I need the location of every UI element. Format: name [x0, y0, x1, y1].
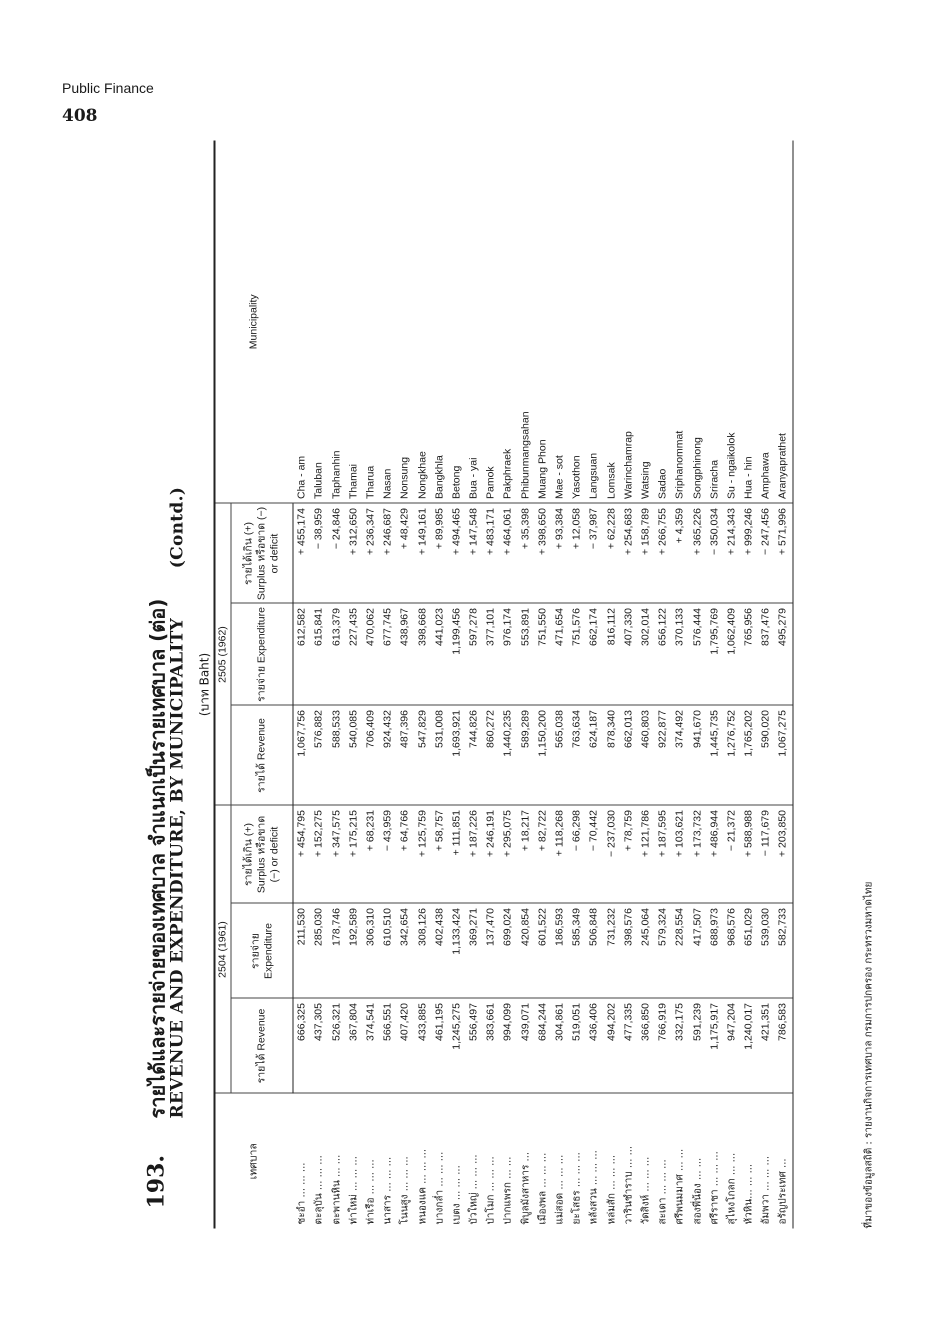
cell-revenue-1961: 1,175,917 — [706, 999, 723, 1094]
cell-surplus-1961: + 246,191 — [483, 806, 500, 904]
cell-municipality-thai: ท่าใหม่ ... ... ... — [348, 1156, 360, 1225]
col-header-municipality-en: Municipality — [215, 141, 294, 504]
cell-revenue-1962: 547,829 — [414, 706, 431, 806]
cell-expenditure-1961: 539,030 — [758, 904, 775, 999]
cell-expenditure-1961: 228,554 — [672, 904, 689, 999]
cell-municipality-thai: เมืองพล ... ... ... — [537, 1152, 549, 1225]
cell-municipality-thai: อัมพวา ... ... ... — [760, 1155, 772, 1225]
cell-expenditure-1962: 227,435 — [345, 604, 362, 706]
cell-expenditure-1962: 1,199,456 — [448, 604, 465, 706]
rotated-table-block — [138, 141, 883, 1229]
cell-expenditure-1962: 495,279 — [775, 604, 793, 706]
cell-municipality-english: Warinchamrap — [620, 141, 637, 504]
cell-revenue-1962: 1,276,752 — [723, 706, 740, 806]
cell-expenditure-1961: 342,654 — [397, 904, 414, 999]
cell-revenue-1961: 421,351 — [758, 999, 775, 1094]
table-row — [328, 141, 345, 1229]
cell-municipality-thai: ยะโสธร ... ... ... — [571, 1152, 583, 1225]
cell-surplus-1962: − 247,456 — [758, 504, 775, 604]
table-row — [534, 141, 551, 1229]
cell-municipality-thai: เบตง ... ... ... — [451, 1165, 463, 1225]
cell-revenue-1961: 332,175 — [672, 999, 689, 1094]
cell-expenditure-1962: 613,379 — [328, 604, 345, 706]
cell-revenue-1962: 922,877 — [655, 706, 672, 806]
cell-expenditure-1961: 192,589 — [345, 904, 362, 999]
running-head: Public Finance — [62, 80, 154, 96]
table-row — [603, 141, 620, 1229]
cell-expenditure-1961: 398,576 — [620, 904, 637, 999]
table-row — [723, 141, 740, 1229]
cell-revenue-1962: 744,826 — [466, 706, 483, 806]
cell-expenditure-1962: 438,967 — [397, 604, 414, 706]
cell-expenditure-1961: 968,576 — [723, 904, 740, 999]
cell-municipality-english: Cha - am — [293, 141, 311, 504]
table-row — [586, 141, 603, 1229]
cell-revenue-1961: 1,240,017 — [741, 999, 758, 1094]
cell-revenue-1961: 436,406 — [586, 999, 603, 1094]
cell-revenue-1961: 994,099 — [500, 999, 517, 1094]
cell-surplus-1962: + 149,161 — [414, 504, 431, 604]
cell-surplus-1962: + 4,359 — [672, 504, 689, 604]
cell-expenditure-1962: 976,174 — [500, 604, 517, 706]
cell-surplus-1961: + 121,786 — [637, 806, 654, 904]
col-header-revenue-1961: รายได้ Revenue — [231, 999, 293, 1094]
cell-expenditure-1962: 470,062 — [362, 604, 379, 706]
cell-municipality-thai: โนนสูง ... ... ... — [399, 1156, 411, 1225]
cell-surplus-1962: + 464,061 — [500, 504, 517, 604]
cell-municipality-english: Sriphanommat — [672, 141, 689, 504]
cell-surplus-1961: + 103,621 — [672, 806, 689, 904]
cell-expenditure-1961: 585,349 — [569, 904, 586, 999]
cell-revenue-1961: 383,661 — [483, 999, 500, 1094]
cell-revenue-1962: 1,067,756 — [293, 706, 311, 806]
table-row — [466, 141, 483, 1229]
cell-surplus-1961: + 64,766 — [397, 806, 414, 904]
cell-expenditure-1962: 302,014 — [637, 604, 654, 706]
cell-expenditure-1961: 610,510 — [380, 904, 397, 999]
cell-expenditure-1962: 751,550 — [534, 604, 551, 706]
table-row — [345, 141, 362, 1229]
cell-revenue-1962: 540,085 — [345, 706, 362, 806]
cell-surplus-1961: + 295,075 — [500, 806, 517, 904]
cell-expenditure-1961: 699,024 — [500, 904, 517, 999]
cell-surplus-1961: + 152,275 — [311, 806, 328, 904]
cell-expenditure-1962: 471,654 — [551, 604, 568, 706]
cell-revenue-1962: 374,492 — [672, 706, 689, 806]
cell-surplus-1962: + 571,996 — [775, 504, 793, 604]
cell-revenue-1962: 860,272 — [483, 706, 500, 806]
cell-revenue-1961: 366,850 — [637, 999, 654, 1094]
cell-municipality-english: Sadao — [655, 141, 672, 504]
cell-expenditure-1961: 688,973 — [706, 904, 723, 999]
cell-surplus-1962: − 350,034 — [706, 504, 723, 604]
cell-municipality-thai: ตะลุบัน ... ... ... — [313, 1155, 325, 1225]
cell-expenditure-1962: 441,023 — [431, 604, 448, 706]
cell-municipality-thai: อรัญประเทศ ... — [775, 1094, 793, 1229]
cell-municipality-thai: พิบูลมังสาหาร ... — [520, 1151, 532, 1225]
table-row — [380, 141, 397, 1229]
cell-expenditure-1962: 1,795,769 — [706, 604, 723, 706]
cell-revenue-1962: 487,396 — [397, 706, 414, 806]
contd-label: (Contd.) — [167, 486, 188, 569]
table-row — [431, 141, 448, 1229]
cell-expenditure-1962: 370,133 — [672, 604, 689, 706]
cell-revenue-1961: 374,541 — [362, 999, 379, 1094]
cell-municipality-english: Aranyaprathet — [775, 141, 793, 504]
cell-revenue-1961: 494,202 — [603, 999, 620, 1094]
cell-municipality-thai: สุไหงโกลก ... ... — [726, 1152, 738, 1225]
table-row — [569, 141, 586, 1229]
cell-revenue-1961: 367,804 — [345, 999, 362, 1094]
cell-municipality-thai: นาสาร ... ... ... — [382, 1156, 394, 1225]
cell-surplus-1961: + 347,575 — [328, 806, 345, 904]
cell-expenditure-1961: 308,126 — [414, 904, 431, 999]
cell-expenditure-1961: 420,854 — [517, 904, 534, 999]
cell-expenditure-1962: 612,582 — [293, 604, 311, 706]
cell-municipality-english: Hua - hin — [741, 141, 758, 504]
cell-surplus-1961: + 486,944 — [706, 806, 723, 904]
cell-surplus-1961: + 118,268 — [551, 806, 568, 904]
cell-municipality-english: Betong — [448, 141, 465, 504]
cell-revenue-1962: 941,670 — [689, 706, 706, 806]
cell-expenditure-1961: 285,030 — [311, 904, 328, 999]
cell-expenditure-1961: 402,438 — [431, 904, 448, 999]
cell-expenditure-1961: 245,064 — [637, 904, 654, 999]
cell-expenditure-1962: 377,101 — [483, 604, 500, 706]
cell-revenue-1961: 519,051 — [569, 999, 586, 1094]
cell-surplus-1962: + 147,548 — [466, 504, 483, 604]
cell-municipality-english: Tharua — [362, 141, 379, 504]
cell-surplus-1962: + 494,465 — [448, 504, 465, 604]
cell-municipality-english: Langsuan — [586, 141, 603, 504]
cell-municipality-english: Pamok — [483, 141, 500, 504]
cell-revenue-1962: 1,445,735 — [706, 706, 723, 806]
cell-municipality-english: Nongkhae — [414, 141, 431, 504]
cell-surplus-1961: + 18,217 — [517, 806, 534, 904]
cell-revenue-1962: 460,803 — [637, 706, 654, 806]
col-header-expenditure-1961: รายจ่าย Expenditure — [231, 904, 293, 999]
cell-revenue-1962: 662,013 — [620, 706, 637, 806]
year-header-2505: 2505 (1962) — [215, 504, 232, 806]
cell-revenue-1961: 439,071 — [517, 999, 534, 1094]
cell-surplus-1962: + 483,171 — [483, 504, 500, 604]
cell-expenditure-1961: 582,733 — [775, 904, 793, 999]
cell-municipality-english: Phibunmangsahan — [517, 141, 534, 504]
col-header-surplus-1962: รายได้เกิน (+) Surplus หรือขาด (−) or deficit — [231, 504, 293, 604]
cell-surplus-1962: + 254,683 — [620, 504, 637, 604]
cell-surplus-1961: − 70,442 — [586, 806, 603, 904]
cell-expenditure-1961: 137,470 — [483, 904, 500, 999]
cell-municipality-thai: วัดสิงห์ ... ... ... — [640, 1156, 652, 1225]
cell-revenue-1961: 304,861 — [551, 999, 568, 1094]
table-row — [672, 141, 689, 1229]
cell-municipality-english: Mae - sot — [551, 141, 568, 504]
cell-municipality-thai: วารินชำราบ ... ... — [623, 1145, 635, 1225]
source-note: ที่มาของข้อมูลสถิติ : รายงานกิจการเทศบาล กรมการปกครอง กระทรวงมหาดไทย — [863, 881, 875, 1229]
cell-surplus-1961: + 82,722 — [534, 806, 551, 904]
col-header-municipality-th: เทศบาล — [215, 1094, 294, 1229]
cell-municipality-english: Bua - yai — [466, 141, 483, 504]
cell-expenditure-1961: 651,029 — [741, 904, 758, 999]
cell-surplus-1962: + 999,246 — [741, 504, 758, 604]
cell-municipality-thai: ท่าเรือ ... ... ... — [365, 1159, 377, 1225]
table-title-english: REVENUE AND EXPENDITURE, BY MUNICIPALITY (Contd.) — [167, 486, 188, 1119]
cell-expenditure-1962: 837,476 — [758, 604, 775, 706]
cell-expenditure-1962: 398,668 — [414, 604, 431, 706]
cell-municipality-english: Nasan — [380, 141, 397, 504]
cell-revenue-1961: 477,335 — [620, 999, 637, 1094]
cell-municipality-thai: ตะพานหิน ... ... — [331, 1154, 343, 1225]
cell-revenue-1962: 624,187 — [586, 706, 603, 806]
cell-surplus-1961: + 125,759 — [414, 806, 431, 904]
cell-municipality-english: Nonsung — [397, 141, 414, 504]
cell-municipality-thai: ป่าโมก ... ... ... — [485, 1156, 497, 1225]
cell-municipality-english: Taphanhin — [328, 141, 345, 504]
cell-surplus-1961: + 78,759 — [620, 806, 637, 904]
table-number: 193. — [143, 1154, 170, 1209]
cell-municipality-english: Yasothon — [569, 141, 586, 504]
cell-revenue-1961: 461,195 — [431, 999, 448, 1094]
cell-revenue-1962: 878,340 — [603, 706, 620, 806]
cell-revenue-1962: 1,440,235 — [500, 706, 517, 806]
cell-surplus-1962: − 38,959 — [311, 504, 328, 604]
cell-municipality-english: Amphawa — [758, 141, 775, 504]
cell-expenditure-1962: 816,112 — [603, 604, 620, 706]
cell-municipality-english: Su - ngaikolok — [723, 141, 740, 504]
cell-expenditure-1962: 576,444 — [689, 604, 706, 706]
cell-municipality-english: Bangkhla — [431, 141, 448, 504]
col-header-revenue-1962: รายได้ Revenue — [231, 706, 293, 806]
cell-surplus-1961: + 187,226 — [466, 806, 483, 904]
cell-expenditure-1962: 407,330 — [620, 604, 637, 706]
cell-municipality-thai: ปากแพรก ... ... — [502, 1156, 514, 1225]
cell-revenue-1962: 706,409 — [362, 706, 379, 806]
cell-expenditure-1961: 731,232 — [603, 904, 620, 999]
cell-municipality-english: Lomsak — [603, 141, 620, 504]
cell-surplus-1962: + 398,650 — [534, 504, 551, 604]
table-row — [448, 141, 465, 1229]
col-header-surplus-1961: รายได้เกิน (+) Surplus หรือขาด (−) or deficit — [231, 806, 293, 904]
cell-municipality-english: Muang Phon — [534, 141, 551, 504]
cell-expenditure-1962: 615,841 — [311, 604, 328, 706]
cell-municipality-thai: สองพี่น้อง ... ... — [692, 1157, 704, 1225]
cell-surplus-1962: + 62,228 — [603, 504, 620, 604]
cell-expenditure-1962: 677,745 — [380, 604, 397, 706]
cell-surplus-1962: + 236,347 — [362, 504, 379, 604]
cell-revenue-1961: 666,325 — [293, 999, 311, 1094]
cell-revenue-1962: 589,289 — [517, 706, 534, 806]
cell-revenue-1962: 588,533 — [328, 706, 345, 806]
table-row — [311, 141, 328, 1229]
cell-surplus-1961: + 203,850 — [775, 806, 793, 904]
cell-surplus-1962: + 246,687 — [380, 504, 397, 604]
table-row — [637, 141, 654, 1229]
table-row — [414, 141, 431, 1229]
cell-revenue-1961: 407,420 — [397, 999, 414, 1094]
cell-revenue-1962: 1,150,200 — [534, 706, 551, 806]
cell-expenditure-1962: 662,174 — [586, 604, 603, 706]
table-row — [551, 141, 568, 1229]
cell-municipality-thai: บางกล่ำ ... ... ... — [434, 1151, 446, 1225]
cell-surplus-1962: + 89,985 — [431, 504, 448, 604]
cell-surplus-1961: − 237,030 — [603, 806, 620, 904]
table-row — [500, 141, 517, 1229]
cell-surplus-1962: + 266,755 — [655, 504, 672, 604]
cell-revenue-1962: 1,067,275 — [775, 706, 793, 806]
cell-revenue-1961: 556,497 — [466, 999, 483, 1094]
cell-surplus-1961: − 21,372 — [723, 806, 740, 904]
table-row — [293, 141, 311, 1229]
cell-municipality-english: Watsing — [637, 141, 654, 504]
cell-revenue-1961: 947,204 — [723, 999, 740, 1094]
data-table — [214, 141, 794, 1229]
col-header-expenditure-1962: รายจ่าย Expenditure — [231, 604, 293, 706]
cell-municipality-thai: ศรีพนมมาศ ... ... — [674, 1148, 686, 1225]
page-number: 408 — [62, 106, 98, 126]
cell-expenditure-1962: 751,576 — [569, 604, 586, 706]
table-row — [483, 141, 500, 1229]
cell-municipality-english: Pakphraek — [500, 141, 517, 504]
cell-municipality-english: Songphinong — [689, 141, 706, 504]
cell-expenditure-1961: 506,848 — [586, 904, 603, 999]
cell-municipality-english: Sriracha — [706, 141, 723, 504]
cell-surplus-1961: + 175,215 — [345, 806, 362, 904]
table-row — [758, 141, 775, 1229]
cell-revenue-1962: 1,765,202 — [741, 706, 758, 806]
cell-revenue-1962: 590,020 — [758, 706, 775, 806]
cell-municipality-thai: แม่สอด ... ... ... — [554, 1154, 566, 1225]
cell-municipality-thai: บัวใหญ่ ... ... ... — [468, 1154, 480, 1225]
cell-surplus-1962: + 35,398 — [517, 504, 534, 604]
cell-expenditure-1962: 1,062,409 — [723, 604, 740, 706]
cell-expenditure-1962: 597,278 — [466, 604, 483, 706]
cell-surplus-1962: + 93,384 — [551, 504, 568, 604]
cell-revenue-1962: 531,008 — [431, 706, 448, 806]
cell-revenue-1962: 576,882 — [311, 706, 328, 806]
cell-municipality-thai: สะเดา ... ... ... — [657, 1159, 669, 1225]
cell-revenue-1961: 566,551 — [380, 999, 397, 1094]
table-row — [741, 141, 758, 1229]
cell-expenditure-1962: 553,891 — [517, 604, 534, 706]
table-title-thai: รายได้และรายจ่ายของเทศบาล จำแนกเป็นรายเทศบาล (ต่อ) — [145, 598, 170, 1119]
cell-surplus-1962: + 214,343 — [723, 504, 740, 604]
cell-surplus-1962: + 312,650 — [345, 504, 362, 604]
cell-revenue-1962: 1,693,921 — [448, 706, 465, 806]
cell-surplus-1961: + 588,988 — [741, 806, 758, 904]
cell-municipality-thai: หล่มสัก ... ... ... — [606, 1154, 618, 1225]
cell-surplus-1962: + 48,429 — [397, 504, 414, 604]
table-row — [517, 141, 534, 1229]
cell-expenditure-1961: 579,324 — [655, 904, 672, 999]
cell-revenue-1961: 786,583 — [775, 999, 793, 1094]
cell-surplus-1961: − 43,959 — [380, 806, 397, 904]
cell-expenditure-1961: 1,133,424 — [448, 904, 465, 999]
cell-revenue-1961: 437,305 — [311, 999, 328, 1094]
cell-revenue-1962: 565,038 — [551, 706, 568, 806]
cell-surplus-1962: + 158,789 — [637, 504, 654, 604]
cell-revenue-1961: 591,239 — [689, 999, 706, 1094]
cell-expenditure-1961: 601,522 — [534, 904, 551, 999]
table-row — [689, 141, 706, 1229]
cell-surplus-1962: + 12,058 — [569, 504, 586, 604]
cell-revenue-1961: 1,245,275 — [448, 999, 465, 1094]
cell-expenditure-1961: 178,746 — [328, 904, 345, 999]
cell-municipality-english: Thamai — [345, 141, 362, 504]
cell-surplus-1962: − 24,846 — [328, 504, 345, 604]
unit-label: (บาท Baht) — [197, 652, 212, 717]
cell-expenditure-1962: 765,956 — [741, 604, 758, 706]
cell-expenditure-1961: 306,310 — [362, 904, 379, 999]
year-header-2504: 2504 (1961) — [215, 806, 232, 1094]
cell-expenditure-1961: 369,271 — [466, 904, 483, 999]
table-row — [620, 141, 637, 1229]
cell-expenditure-1961: 417,507 — [689, 904, 706, 999]
cell-surplus-1961: + 58,757 — [431, 806, 448, 904]
cell-surplus-1961: − 117,679 — [758, 806, 775, 904]
cell-municipality-thai: หนองแค ... ... ... — [417, 1148, 429, 1225]
cell-surplus-1961: + 111,851 — [448, 806, 465, 904]
cell-municipality-thai: ชะอำ ... ... ... — [296, 1162, 308, 1225]
cell-surplus-1961: + 173,732 — [689, 806, 706, 904]
cell-revenue-1962: 924,432 — [380, 706, 397, 806]
cell-expenditure-1962: 656,122 — [655, 604, 672, 706]
table-row — [397, 141, 414, 1229]
table-row — [655, 141, 672, 1229]
cell-surplus-1962: + 365,226 — [689, 504, 706, 604]
cell-expenditure-1961: 186,593 — [551, 904, 568, 999]
cell-municipality-english: Taluban — [311, 141, 328, 504]
cell-surplus-1961: + 187,595 — [655, 806, 672, 904]
cell-municipality-thai: หัวหิน... ... ... — [743, 1163, 755, 1225]
cell-revenue-1961: 526,321 — [328, 999, 345, 1094]
cell-expenditure-1961: 211,530 — [293, 904, 311, 999]
cell-revenue-1961: 433,885 — [414, 999, 431, 1094]
table-body — [293, 141, 792, 1229]
cell-surplus-1961: + 68,231 — [362, 806, 379, 904]
cell-revenue-1961: 766,919 — [655, 999, 672, 1094]
cell-surplus-1962: − 37,987 — [586, 504, 603, 604]
cell-revenue-1961: 684,244 — [534, 999, 551, 1094]
cell-surplus-1962: + 455,174 — [293, 504, 311, 604]
table-row — [706, 141, 723, 1229]
table-row — [362, 141, 379, 1229]
table-row — [775, 141, 793, 1229]
cell-revenue-1962: 763,634 — [569, 706, 586, 806]
cell-municipality-thai: ศรีราชา ... ... ... — [709, 1151, 721, 1225]
cell-surplus-1961: + 454,795 — [293, 806, 311, 904]
cell-surplus-1961: − 66,298 — [569, 806, 586, 904]
cell-municipality-thai: หลังสวน ... ... ... — [588, 1150, 600, 1225]
